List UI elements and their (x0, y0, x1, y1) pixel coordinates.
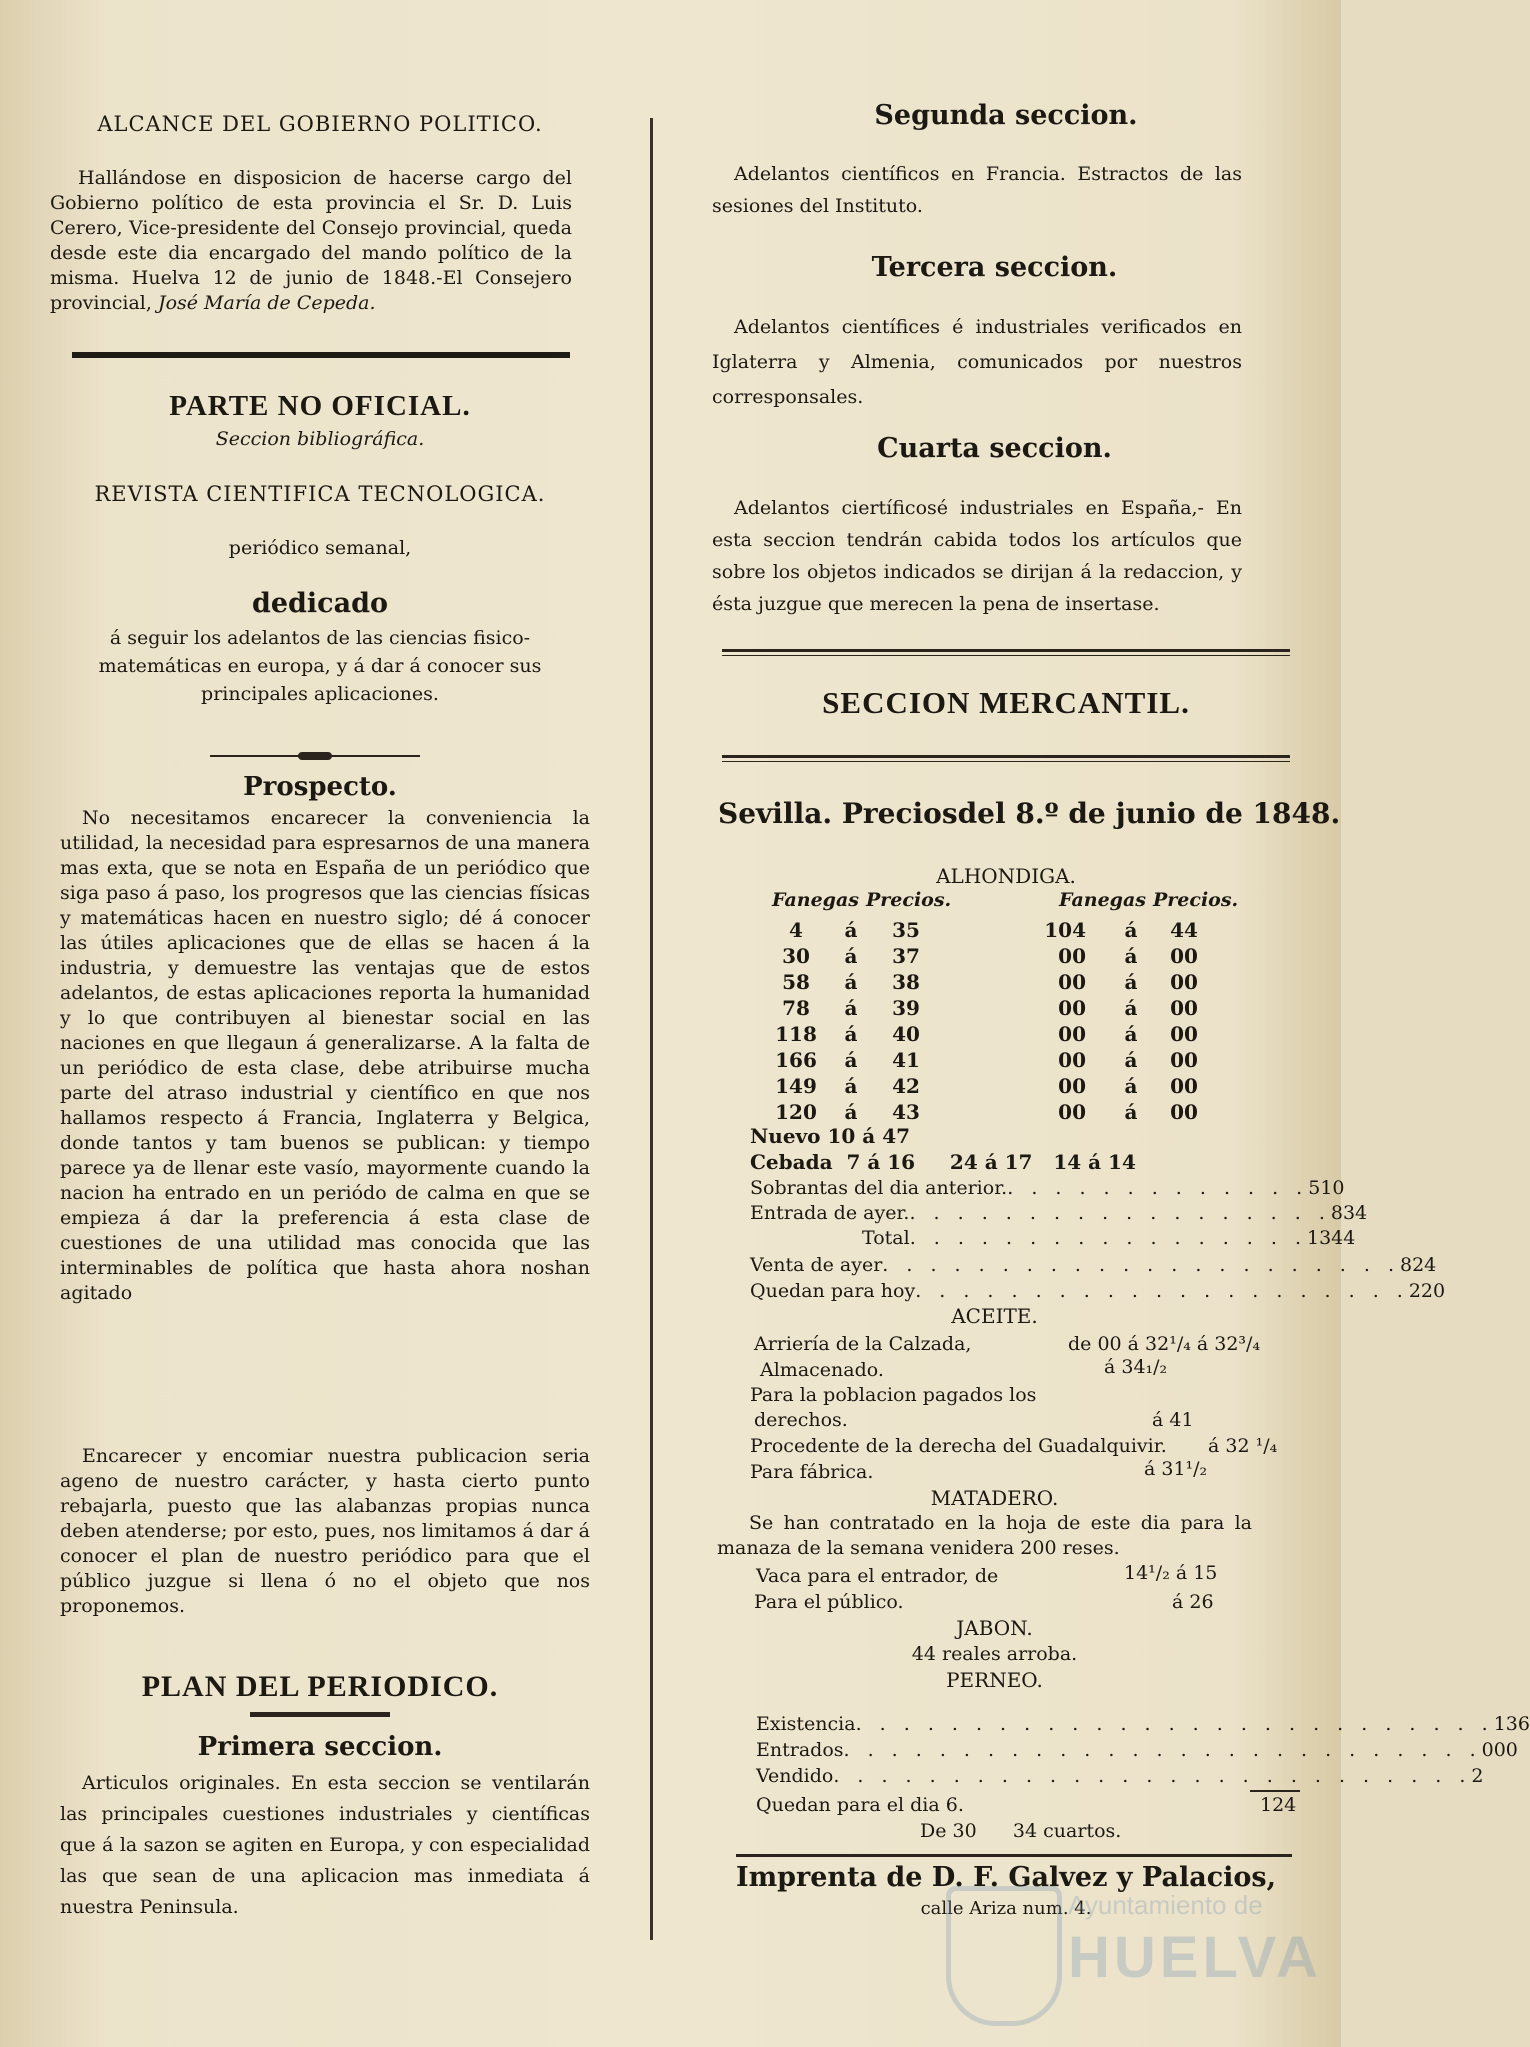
cuarta-title: Cuarta seccion. (877, 433, 1112, 464)
segunda-title: Segunda seccion. (874, 100, 1138, 131)
a-cell: á (844, 1074, 858, 1098)
a-cell: á (844, 918, 858, 942)
ornament-divider (210, 752, 420, 760)
arrieria-label: Arriería de la Calzada, (754, 1333, 972, 1355)
sevilla-heading: Sevilla. Preciosdel 8.º de junio de 1848. (718, 797, 1341, 830)
vendido-label: Vendido (756, 1765, 834, 1787)
fanegas-cell: 00 (1058, 1100, 1086, 1124)
arrieria-value: de 00 á 32¹/₄ á 32³/₄ (1068, 1333, 1261, 1355)
precio-cell: 00 (1170, 996, 1198, 1020)
mercantil-rule-top (722, 649, 1290, 656)
price-row (766, 1021, 1212, 1047)
precio-cell: 41 (892, 1048, 920, 1072)
price-row (766, 943, 1212, 969)
cebada-line: Cebada 7 á 16 24 á 17 14 á 14 (750, 1150, 1136, 1174)
perneo-title: PERNEO. (946, 1668, 1043, 1692)
fanegas-cell: 00 (1058, 1074, 1086, 1098)
existencia-label: Existencia (756, 1713, 856, 1735)
a-cell: á (844, 1048, 858, 1072)
procedente-value: á 32 ¹/₄ (1208, 1435, 1278, 1457)
watermark-line-2: HUELVA (1068, 1925, 1322, 1990)
alhondiga-price-table (766, 917, 1212, 1125)
fanegas-cell: 00 (1058, 1022, 1086, 1046)
poblacion-line: Para la poblacion pagados los (750, 1384, 1037, 1406)
alhondiga-title: ALHONDIGA. (936, 864, 1076, 888)
a-cell: á (844, 1022, 858, 1046)
price-row (766, 1099, 1212, 1125)
prospecto-title: Prospecto. (243, 772, 397, 802)
prospecto-paragraph-2: Encarecer y encomiar nuestra publicacion seria ageno de nuestro carácter, y hasta cierto punto rebajarla, puesto que las alabanzas propias nunca deben atenderse; por esto, pues, nos limitamos á dar á conocer el plan de nuestro periódico para que el público juzgue si llena ó no el objeto que nos proponemos. (60, 1445, 590, 1617)
fanegas-cell: 166 (775, 1048, 817, 1072)
procedente-label: Procedente de la derecha del Guadalquivir. (750, 1435, 1167, 1457)
quedan-label: Quedan para hoy (750, 1280, 916, 1302)
existencia-value: 136 (1493, 1713, 1530, 1735)
col-precios-2: Precios. (1153, 889, 1239, 911)
entrados-label: Entrados (756, 1739, 844, 1761)
derechos-label: derechos. (754, 1409, 848, 1431)
quedan-row: Quedan para hoy . . . . . . . . . . . . . . . . . . . . . 220 (750, 1280, 1446, 1302)
price-row (766, 1047, 1212, 1073)
total-row: Total . . . . . . . . . . . . . . . . . 1344 (862, 1227, 1356, 1249)
entrada-label: Entrada de ayer. (750, 1202, 910, 1224)
quedan6-value: 124 (1260, 1794, 1297, 1816)
derechos-value: á 41 (1152, 1409, 1194, 1431)
alcance-signature: José María de Cepeda. (157, 292, 376, 314)
fanegas-cell: 78 (782, 996, 810, 1020)
price-row (766, 1073, 1212, 1099)
tercera-title: Tercera seccion. (871, 252, 1118, 283)
publico-label: Para el público. (754, 1591, 904, 1613)
venta-label: Venta de ayer (750, 1254, 883, 1276)
city-shield-icon (946, 1886, 1062, 2026)
fanegas-cell: 104 (1044, 918, 1086, 942)
mercantil-rule-bottom (722, 755, 1290, 762)
sobrantes-row: Sobrantas del dia anterior. . . . . . . . . . . . . . 510 (750, 1177, 1345, 1199)
revista-title: REVISTA CIENTIFICA TECNOLOGICA. (94, 482, 546, 506)
quedan-value: 220 (1408, 1280, 1446, 1302)
plan-underline (250, 1712, 390, 1717)
parte-subtitle: Seccion bibliográfica. (215, 428, 425, 450)
almacenado-label: Almacenado. (760, 1359, 884, 1381)
fanegas-cell: 30 (782, 944, 810, 968)
de30-line: De 30 34 cuartos. (920, 1820, 1122, 1842)
sobrantes-label: Sobrantas del dia anterior. (750, 1177, 1008, 1199)
fanegas-cell: 00 (1058, 996, 1086, 1020)
entrada-value: 834 (1330, 1202, 1368, 1224)
parte-title: PARTE NO OFICIAL. (169, 390, 471, 422)
precio-cell: 38 (892, 970, 920, 994)
alcance-text: Hallándose en disposicion de hacerse cargo del Gobierno político de esta provincia el Sr. D. Luis Cerero, Vice-presidente del Consejo provincial, queda desde este dia encargado del mando político de la misma. Huelva 12 de junio de 1848.-El Consejero provincial, (50, 167, 572, 314)
total-value: 1344 (1307, 1227, 1356, 1249)
venta-value: 824 (1400, 1254, 1437, 1276)
imprenta-rule (736, 1854, 1292, 1857)
entrados-value: 000 (1481, 1739, 1518, 1761)
a-cell: á (844, 1100, 858, 1124)
fabrica-label: Para fábrica. (750, 1461, 874, 1483)
primera-title: Primera seccion. (197, 1732, 443, 1762)
dedicado-text: á seguir los adelantos de las ciencias fisico-matemáticas en europa, y á dar á conocer sus principales aplicaciones. (98, 627, 542, 705)
price-row (766, 995, 1212, 1021)
fanegas-cell: 00 (1058, 1048, 1086, 1072)
entrada-row: Entrada de ayer. . . . . . . . . . . . . . . . . . . 834 (750, 1202, 1368, 1224)
a-cell: á (1124, 970, 1138, 994)
total-label: Total (862, 1227, 910, 1249)
precio-cell: 44 (1170, 918, 1198, 942)
precio-cell: 39 (892, 996, 920, 1020)
precio-cell: 40 (892, 1022, 920, 1046)
fanegas-cell: 149 (775, 1074, 817, 1098)
a-cell: á (1124, 944, 1138, 968)
sobrantes-value: 510 (1308, 1177, 1345, 1199)
imprenta-line: Imprenta de D. F. Galvez y Palacios, (735, 1862, 1277, 1893)
vendido-value: 2 (1471, 1765, 1484, 1787)
precio-cell: 37 (892, 944, 920, 968)
precio-cell: 00 (1170, 1022, 1198, 1046)
matadero-text: Se han contratado en la hoja de este dia para la manaza de la semana venidera 200 reses. (717, 1512, 1252, 1559)
col-precios-1: Precios. (866, 889, 952, 911)
huelva-watermark (938, 1880, 1322, 2020)
calle-line: calle Ariza num. 4. (920, 1898, 1092, 1919)
fanegas-cell: 120 (775, 1100, 817, 1124)
precio-cell: 43 (892, 1100, 920, 1124)
fabrica-value: á 31¹/₂ (1144, 1458, 1208, 1480)
prospecto-paragraph-1: No necesitamos encarecer la conveniencia la utilidad, la necesidad para espresarnos de una manera mas exta, que se nota en España de un periódico que siga paso á paso, los progresos que las ciencias físicas y matemáticas hacen en nuestro siglo; dé á conocer las útiles aplicaciones que de ellas se hacen á la industria, y demuestre las ventajas que de estos adelantos, de estas aplicaciones reporta la humanidad y lo que contribuyen al bienestar social en las naciones en que llegaun á generalizarse. A la falta de un periódico de esta clase, debe atribuirse mucha parte del atraso industrial y científico en que nos hallamos respecto á Francia, Inglaterra y Belgica, donde tantos y tam buenos se publican: y tiempo parece ya de llenar este vasío, mayormente cuando la nacion ha entrado en un periódo de calma en que se empieza á dar la preferencia á esta clase de cuestiones de una utilidad mas conocida que las interminables de política que hasta ahora noshan agitado (60, 807, 590, 1304)
nuevo-line: Nuevo 10 á 47 (750, 1124, 911, 1148)
almacenado-value: á 34₁/₂ (1104, 1356, 1168, 1378)
segunda-text: Adelantos científicos en Francia. Estractos de las sesiones del Instituto. (712, 163, 1242, 217)
a-cell: á (1124, 918, 1138, 942)
entrados-row: Entrados . . . . . . . . . . . . . . . . . . . . . . . . . . . 000 (756, 1739, 1518, 1761)
sum-rule (1250, 1790, 1300, 1792)
existencia-row: Existencia . . . . . . . . . . . . . . . . . . . . . . . . . . . 136 (756, 1713, 1530, 1735)
a-cell: á (1124, 1022, 1138, 1046)
matadero-title: MATADERO. (930, 1486, 1059, 1510)
alcance-paragraph (50, 166, 572, 316)
plan-title: PLAN DEL PERIODICO. (141, 1670, 499, 1703)
fanegas-cell: 00 (1058, 944, 1086, 968)
precio-cell: 00 (1170, 1074, 1198, 1098)
dedicado-heading: dedicado (251, 588, 388, 619)
quedan6-label: Quedan para el dia 6. (756, 1794, 964, 1816)
jabon-title: JABON. (956, 1616, 1033, 1640)
fanegas-cell: 00 (1058, 970, 1086, 994)
price-row (766, 969, 1212, 995)
a-cell: á (1124, 996, 1138, 1020)
a-cell: á (1124, 1100, 1138, 1124)
precio-cell: 00 (1170, 944, 1198, 968)
periodico-line: periódico semanal, (228, 537, 412, 559)
col-fanegas-2: Fanegas (1059, 889, 1146, 911)
cuarta-text: Adelantos ciertíficosé industriales en España,- En esta seccion tendrán cabida todos los artículos que sobre los objetos indicados se dirijan á la redaccion, y ésta juzgue que merecen la pena de insertase. (712, 497, 1242, 615)
watermark-line-1: Ayuntamiento de (1068, 1890, 1263, 1920)
price-row (766, 917, 1212, 943)
vaca-value: 14¹/₂ á 15 (1124, 1562, 1218, 1584)
fanegas-cell: 4 (789, 918, 803, 942)
fanegas-cell: 118 (775, 1022, 817, 1046)
mercantil-title: SECCION MERCANTIL. (822, 685, 1190, 720)
tercera-text: Adelantos científices é industriales verificados en Iglaterra y Almenia, comunicados por nuestros corresponsales. (712, 316, 1242, 408)
jabon-text: 44 reales arroba. (911, 1643, 1078, 1665)
primera-text: Articulos originales. En esta seccion se ventilarán las principales cuestiones industriales y científicas que á la sazon se agiten en Europa, y con especialidad las que sean de una aplicacion mas inmediata á nuestra Peninsula. (60, 1772, 590, 1918)
a-cell: á (1124, 1074, 1138, 1098)
precio-cell: 00 (1170, 1048, 1198, 1072)
fanegas-cell: 58 (782, 970, 810, 994)
venta-row: Venta de ayer . . . . . . . . . . . . . . . . . . . . . . 824 (750, 1254, 1437, 1276)
a-cell: á (844, 996, 858, 1020)
publico-value: á 26 (1172, 1591, 1214, 1613)
precio-cell: 35 (892, 918, 920, 942)
a-cell: á (1124, 1048, 1138, 1072)
a-cell: á (844, 944, 858, 968)
aceite-title: ACEITE. (951, 1304, 1038, 1328)
divider-rule (72, 352, 570, 358)
col-fanegas-1: Fanegas (772, 889, 859, 911)
precio-cell: 00 (1170, 970, 1198, 994)
precio-cell: 42 (892, 1074, 920, 1098)
a-cell: á (844, 970, 858, 994)
vaca-label: Vaca para el entrador, de (756, 1565, 999, 1587)
precio-cell: 00 (1170, 1100, 1198, 1124)
alcance-title: ALCANCE DEL GOBIERNO POLITICO. (97, 112, 543, 136)
vendido-row: Vendido . . . . . . . . . . . . . . . . . . . . . . . . . . . 2 (756, 1765, 1484, 1787)
column-divider (650, 118, 653, 1940)
